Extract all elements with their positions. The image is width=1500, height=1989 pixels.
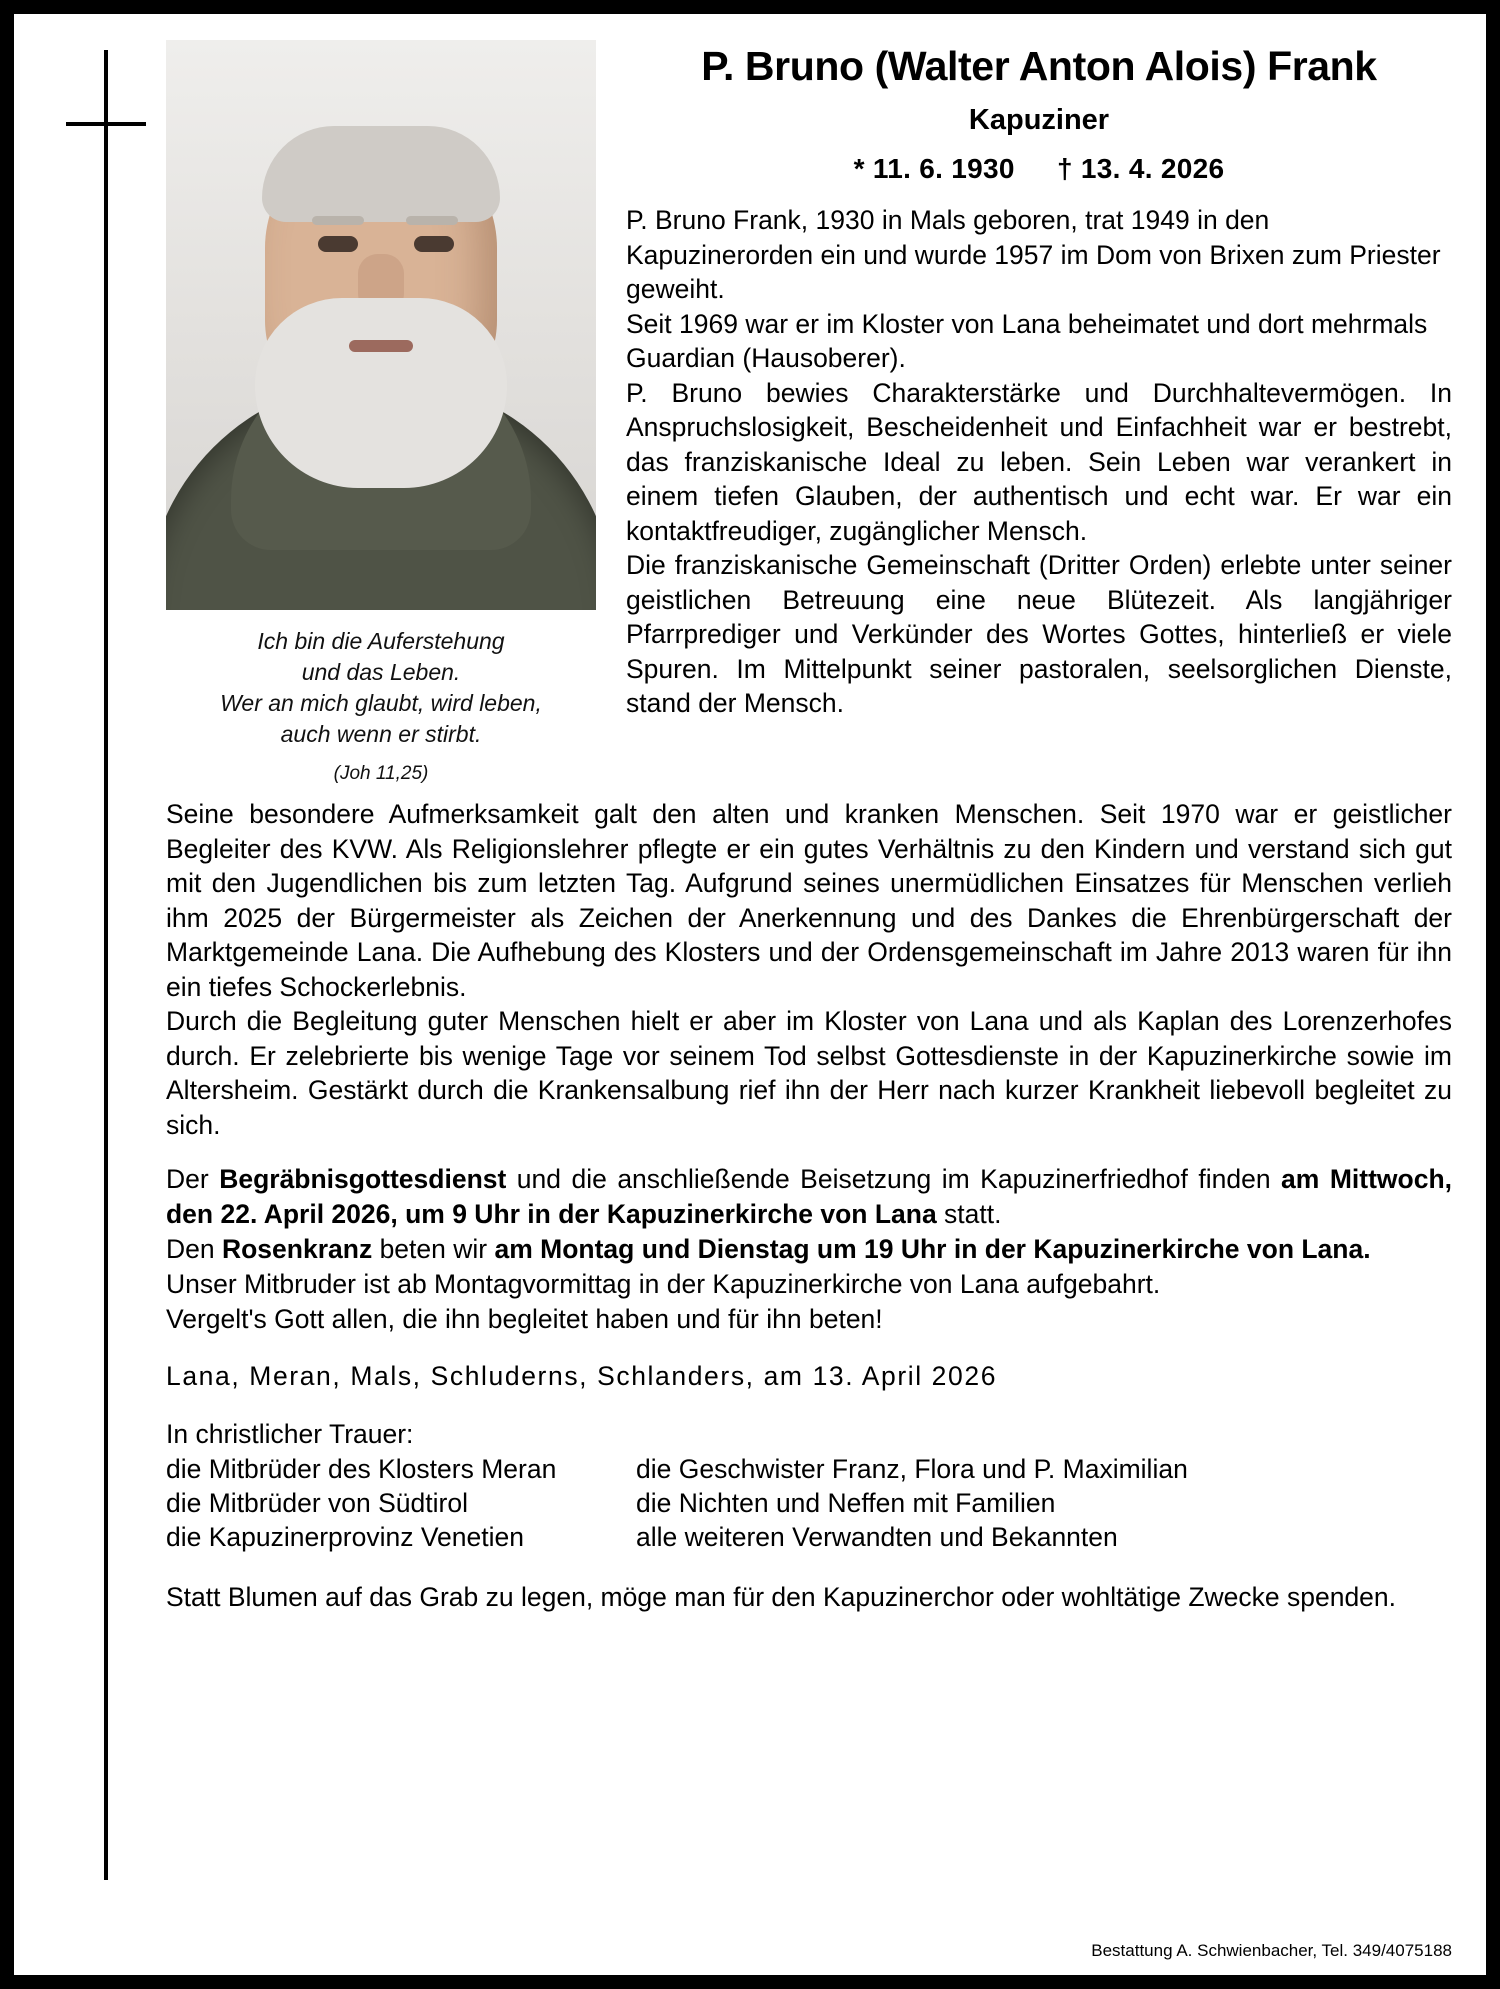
bio-paragraph-1: P. Bruno Frank, 1930 in Mals geboren, trat 1949 in den Kapuzinerorden ein und wurde 1957 im Dom von Brixen zum Priester geweiht.: [626, 205, 1441, 304]
header-text-column: [596, 40, 1452, 721]
undertaker-credit: Bestattung A. Schwienbacher, Tel. 349/4075188: [1091, 1941, 1452, 1960]
biography-top: [626, 203, 1452, 721]
portrait-eyebrow-left: [312, 216, 364, 225]
middle-paragraph-1: Seine besondere Aufmerksamkeit galt den alten und kranken Menschen. Seit 1970 war er geistlicher Begleiter des KVW. Als Religionslehrer pflegte er ein gutes Verhältnis zu den Kindern und verstand sich gut mit den Jugendlichen bis zum letzten Tag. Aufgrund seines unermüdlichen Einsatzes für Menschen verlieh ihm 2025 der Bürgermeister als Zeichen der Anerkennung und des Dankes die Ehrenbürgerschaft der Marktgemeinde Lana. Die Aufhebung des Klosters und der Ordensgemeinschaft im Jahre 2013 waren für ihn ein tiefes Schockerlebnis.: [166, 799, 1452, 1002]
list-item: die Nichten und Neffen mit Familien: [636, 1488, 1056, 1518]
deceased-name: P. Bruno (Walter Anton Alois) Frank: [701, 43, 1377, 89]
funeral-service-label: Begräbnisgottesdienst: [219, 1164, 507, 1194]
funeral-service-line: [166, 1162, 1452, 1232]
mourners-right-column: [636, 1452, 1452, 1554]
portrait-hair: [262, 126, 500, 222]
bio-paragraph-4: Die franziskanische Gemeinschaft (Dritter Orden) erlebte unter seiner geistlichen Betreuung eine neue Blütezeit. Als langjähriger Pfarrprediger und Verkünder des Wortes Gottes, hinterließ er viele Spuren. Im Mittelpunkt seiner pastoralen, seelsorglichen Dienste, stand der Mensch.: [626, 550, 1452, 718]
bible-verse: [166, 626, 596, 789]
list-item: die Mitbrüder von Südtirol: [166, 1488, 468, 1518]
mourners-list: [166, 1452, 1452, 1554]
portrait-photo: [166, 40, 596, 610]
list-item: die Geschwister Franz, Flora und P. Maximilian: [636, 1454, 1188, 1484]
bio-paragraph-2: Seit 1969 war er im Kloster von Lana beheimatet und dort mehrmals Guardian (Hausoberer).: [626, 308, 1428, 373]
list-item: die Kapuzinerprovinz Venetien: [166, 1522, 524, 1552]
biography-continued: [166, 797, 1452, 1142]
rosary-text-c: beten wir: [372, 1234, 495, 1264]
verse-line-2: und das Leben.: [301, 659, 461, 685]
life-dates: [626, 153, 1452, 185]
middle-paragraph-2: Durch die Begleitung guter Menschen hielt er aber im Kloster von Lana und als Kaplan des Lorenzerhofes durch. Er zelebrierte bis wenige Tage vor seinem Tod selbst Gottesdienste in der Kapuzinerkirche sowie im Altersheim. Gestärkt durch die Krankensalbung rief ihn der Herr nach kurzer Krankheit liebevoll begleitet zu sich.: [166, 1006, 1452, 1140]
funeral-text-a: Der: [166, 1164, 220, 1194]
rosary-datetime: am Montag und Dienstag um 19 Uhr in der Kapuzinerkirche von Lana.: [494, 1234, 1371, 1264]
verse-source: (Joh 11,25): [333, 763, 429, 784]
funeral-details: [166, 1162, 1452, 1337]
portrait-beard: [255, 298, 507, 488]
funeral-text-e: statt.: [936, 1199, 1002, 1229]
rosary-text-a: Den: [166, 1234, 222, 1264]
rosary-line: [166, 1232, 1452, 1267]
verse-line-1: Ich bin die Auferstehung: [257, 628, 505, 654]
laying-out-line: Unser Mitbruder ist ab Montagvormittag in der Kapuzinerkirche von Lana aufgebahrt.: [166, 1269, 1161, 1299]
places-and-date: Lana, Meran, Mals, Schluderns, Schlanders, am 13. April 2026: [166, 1361, 998, 1391]
obituary-card: [14, 14, 1486, 1975]
cross-vertical-bar: [104, 50, 108, 1880]
donation-note: [166, 1580, 1452, 1615]
funeral-text-c: und die anschließende Beisetzung im Kapuzinerfriedhof finden: [506, 1164, 1282, 1194]
bio-paragraph-3: P. Bruno bewies Charakterstärke und Durchhaltevermögen. In Anspruchslosigkeit, Bescheidenheit und Einfachheit war er bestrebt, das franziskanische Ideal zu leben. Sein Leben war verankert in einem tiefen Glauben, der authentisch und echt war. Er war ein kontaktfreudiger, zugänglicher Mensch.: [626, 377, 1452, 546]
cross-icon: [66, 50, 146, 1880]
portrait-column: [166, 40, 596, 789]
list-item: die Mitbrüder des Klosters Meran: [166, 1454, 557, 1484]
rosary-label: Rosenkranz: [221, 1234, 373, 1264]
death-date: † 13. 4. 2026: [1056, 153, 1225, 184]
portrait-eye-left: [318, 236, 358, 252]
verse-line-4: auch wenn er stirbt.: [280, 721, 482, 747]
portrait-eye-right: [414, 236, 454, 252]
portrait-mouth: [349, 340, 413, 352]
religious-order: Kapuziner: [968, 104, 1110, 136]
donation-text: Statt Blumen auf das Grab zu legen, möge man für den Kapuzinerchor oder wohltätige Zwecke spenden.: [166, 1582, 1397, 1612]
cross-horizontal-bar: [66, 122, 146, 126]
verse-line-3: Wer an mich glaubt, wird leben,: [220, 690, 542, 716]
birth-date: * 11. 6. 1930: [853, 153, 1015, 184]
list-item: alle weiteren Verwandten und Bekannten: [636, 1522, 1118, 1552]
thanks-line: Vergelt's Gott allen, die ihn begleitet haben und für ihn beten!: [166, 1304, 883, 1334]
mourning-title: In christlicher Trauer:: [166, 1419, 414, 1449]
funeral-datetime: am Mittwoch, den 22. April 2026, um 9 Uhr in der Kapuzinerkirche von Lana: [166, 1164, 1452, 1229]
header-section: [166, 40, 1452, 789]
portrait-eyebrow-right: [406, 216, 458, 225]
mourners-left-column: [166, 1452, 636, 1554]
